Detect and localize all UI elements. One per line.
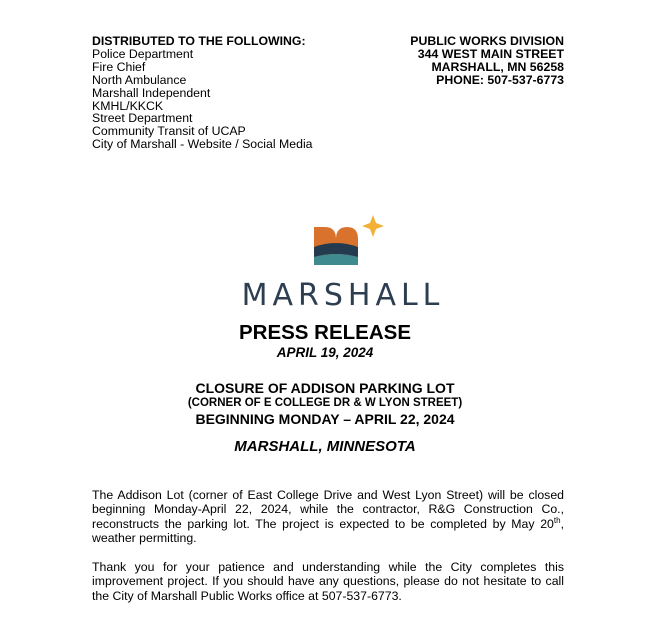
press-release-heading: PRESS RELEASE — [238, 321, 412, 344]
release-location: MARSHALL, MINNESOTA — [234, 438, 416, 455]
release-start-date: BEGINNING MONDAY – APRIL 22, 2024 — [195, 411, 455, 427]
recipient-item: KMHL/KKCK — [92, 98, 164, 113]
release-subtitle: (CORNER OF E COLLEGE DR & W LYON STREET) — [187, 397, 463, 409]
logo-m-icon — [314, 215, 384, 265]
paragraph-text: The Addison Lot (corner of East College Drive and West Lyon Street) will be closed beginning Monday-April 22, 2024, while the contractor, R&G Construction Co., reconstructs the parking lot. The project is expected to be completed by May 20 — [92, 488, 564, 531]
recipient-item: Community Transit of UCAP — [92, 124, 246, 139]
recipient-item: Fire Chief — [92, 59, 146, 74]
recipient-item: Street Department — [92, 111, 193, 126]
ordinal-suffix: th — [553, 515, 561, 525]
logo-wordmark: MARSHALL — [241, 278, 445, 311]
division-address: 344 WEST MAIN STREET — [417, 46, 564, 61]
division-city: MARSHALL, MN 56258 — [431, 59, 564, 74]
recipient-item: Marshall Independent — [92, 85, 211, 100]
release-date: APRIL 19, 2024 — [276, 345, 374, 360]
release-title: CLOSURE OF ADDISON PARKING LOT — [195, 380, 455, 396]
distribution-list — [92, 35, 313, 151]
recipient-item: North Ambulance — [92, 72, 187, 87]
recipient-item: Police Department — [92, 46, 194, 61]
division-phone: PHONE: 507-537-6773 — [436, 72, 564, 87]
division-name: PUBLIC WORKS DIVISION — [410, 34, 564, 48]
body-paragraph-2: Thank you for your patience and understanding while the City completes this improvement project. If you should have any questions, please do not hesitate to call the City of Marshall Public Works office at 507-537-6773. — [92, 560, 564, 603]
distribution-heading: DISTRIBUTED TO THE FOLLOWING: — [92, 34, 306, 48]
marshall-logo-mark — [224, 213, 462, 311]
body-paragraph-1 — [92, 488, 564, 545]
paragraph-text-end: , weather permitting. — [92, 516, 564, 545]
recipient-item: City of Marshall - Website / Social Media — [92, 137, 313, 152]
contact-block — [410, 35, 564, 87]
